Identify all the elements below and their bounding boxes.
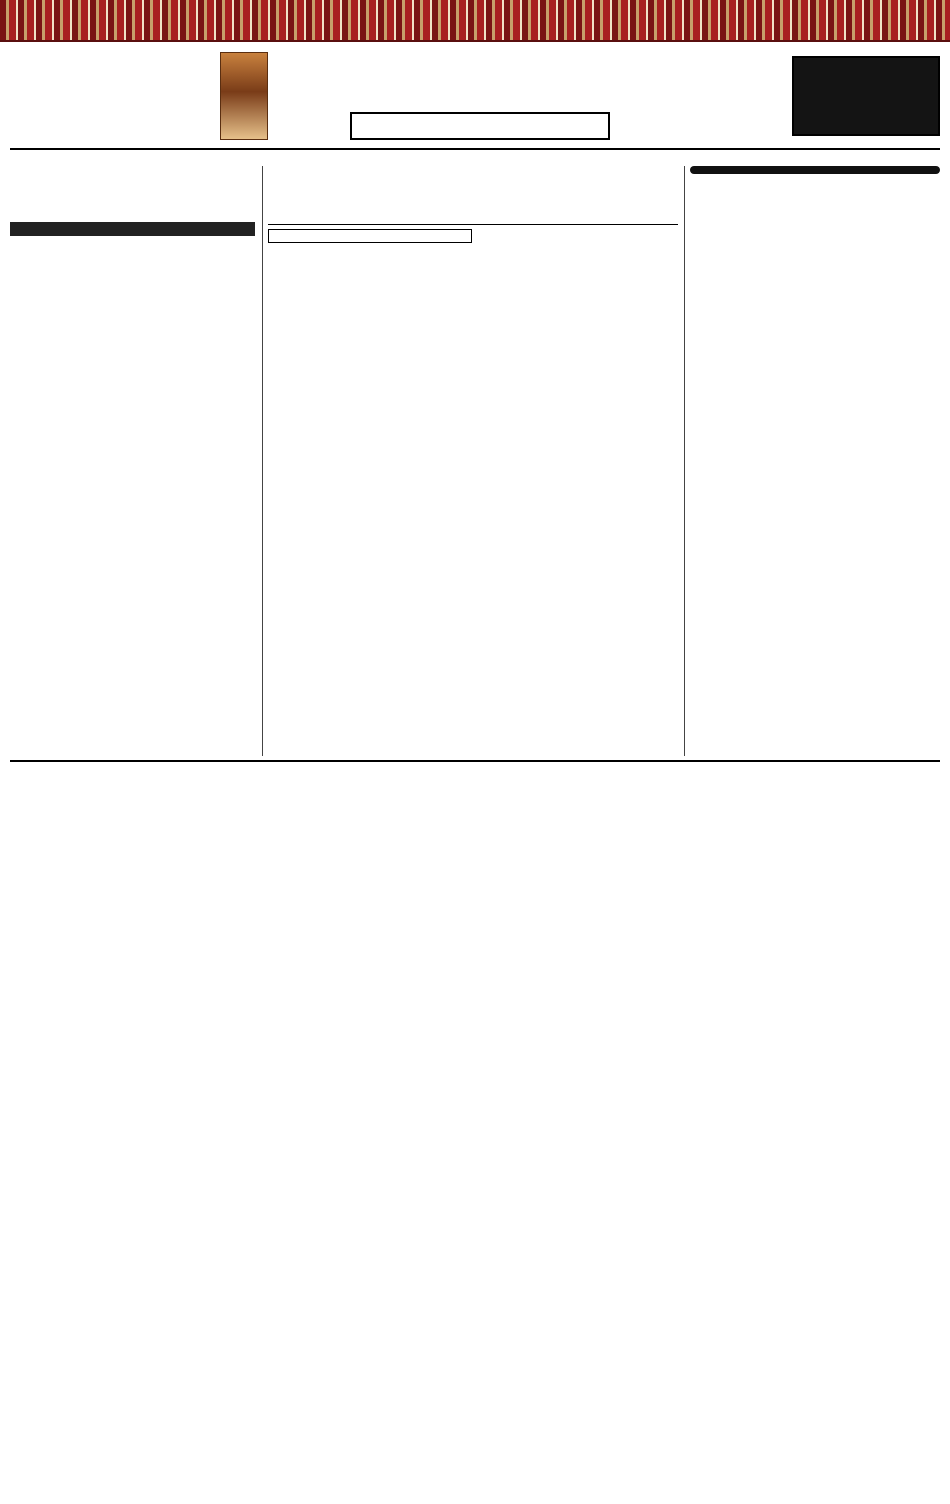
section-rule — [10, 760, 940, 762]
column-divider — [262, 166, 263, 756]
header-pattern — [0, 0, 950, 42]
poet-portrait-image — [220, 52, 268, 140]
masthead — [10, 48, 940, 148]
center-byline — [268, 229, 472, 243]
left-byline — [10, 222, 255, 236]
masthead-rule — [10, 148, 940, 150]
right-article-body — [690, 180, 940, 720]
headline-rule — [268, 224, 678, 225]
left-headline — [10, 166, 255, 222]
center-headline — [268, 166, 678, 224]
publisher-info — [340, 48, 640, 114]
newspaper-logo — [792, 56, 940, 136]
left-lead-column — [10, 166, 255, 756]
center-lead-column — [268, 166, 678, 756]
column-divider — [684, 166, 685, 756]
right-headline — [690, 166, 940, 174]
center-article-body-2 — [268, 245, 472, 749]
left-article-body — [10, 240, 255, 730]
right-lead-column — [690, 166, 940, 756]
chief-editor — [350, 112, 610, 140]
center-article-body — [478, 229, 678, 749]
